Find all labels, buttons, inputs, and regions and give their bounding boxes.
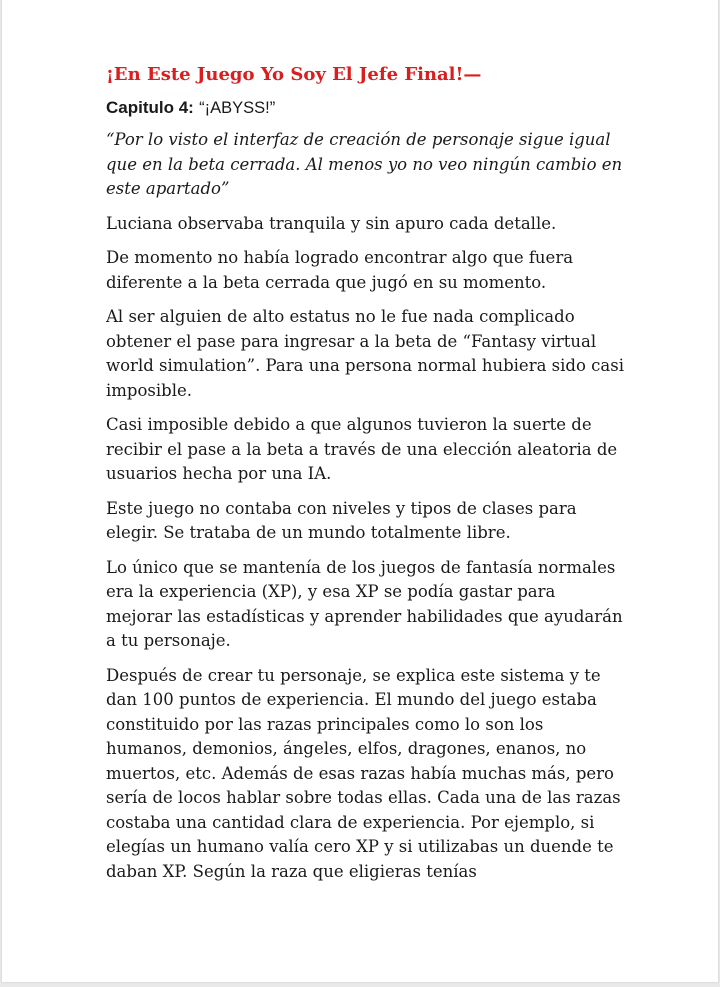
paragraph-4: Casi imposible debido a que algunos tuvieron la suerte de recibir el pase a la beta a través de una elección aleatoria de usuarios hecha por una IA. xyxy=(106,415,618,483)
paragraph-3: Al ser alguien de alto estatus no le fue nada complicado obtener el pase para ingresar a la beta de “Fantasy virtual world simulation”. Para una persona normal hubiera sido casi imposible. xyxy=(106,307,624,400)
chapter-heading xyxy=(106,96,626,120)
paragraph-5: Este juego no contaba con niveles y tipos de clases para elegir. Se trataba de un mundo totalmente libre. xyxy=(106,498,577,542)
paragraph-1: Luciana observaba tranquila y sin apuro cada detalle. xyxy=(106,213,557,233)
story-title: ¡En Este Juego Yo Soy El Jefe Final!— xyxy=(106,64,482,85)
opening-quote: “Por lo visto el interfaz de creación de personaje sigue igual que en la beta cerrada. Al menos yo no veo ningún cambio en este apartado” xyxy=(106,130,623,198)
paragraph-6: Lo único que se mantenía de los juegos de fantasía normales era la experiencia (XP), y esa XP se podía gastar para mejorar las estadísticas y aprender habilidades que ayudarán a tu personaje. xyxy=(106,557,623,650)
document-page xyxy=(2,0,718,982)
chapter-label: Capitulo 4: xyxy=(106,98,194,117)
chapter-name: “¡ABYSS!” xyxy=(199,99,276,117)
document-body xyxy=(106,62,626,894)
paragraph-7: Después de crear tu personaje, se explica este sistema y te dan 100 puntos de experiencia. El mundo del juego estaba constituido por las razas principales como lo son los humanos, demonios, ángeles, elfos, dragones, enanos, no muertos, etc. Además de esas razas había muchas más, pero sería de locos hablar sobre todas ellas. Cada una de las razas costaba una cantidad clara de experiencia. Por ejemplo, si elegías un humano valía cero XP y si utilizabas un duende te daban XP. Según la raza que eligieras tenías xyxy=(106,665,621,881)
paragraph-2: De momento no había logrado encontrar algo que fuera diferente a la beta cerrada que jugó en su momento. xyxy=(106,248,574,292)
